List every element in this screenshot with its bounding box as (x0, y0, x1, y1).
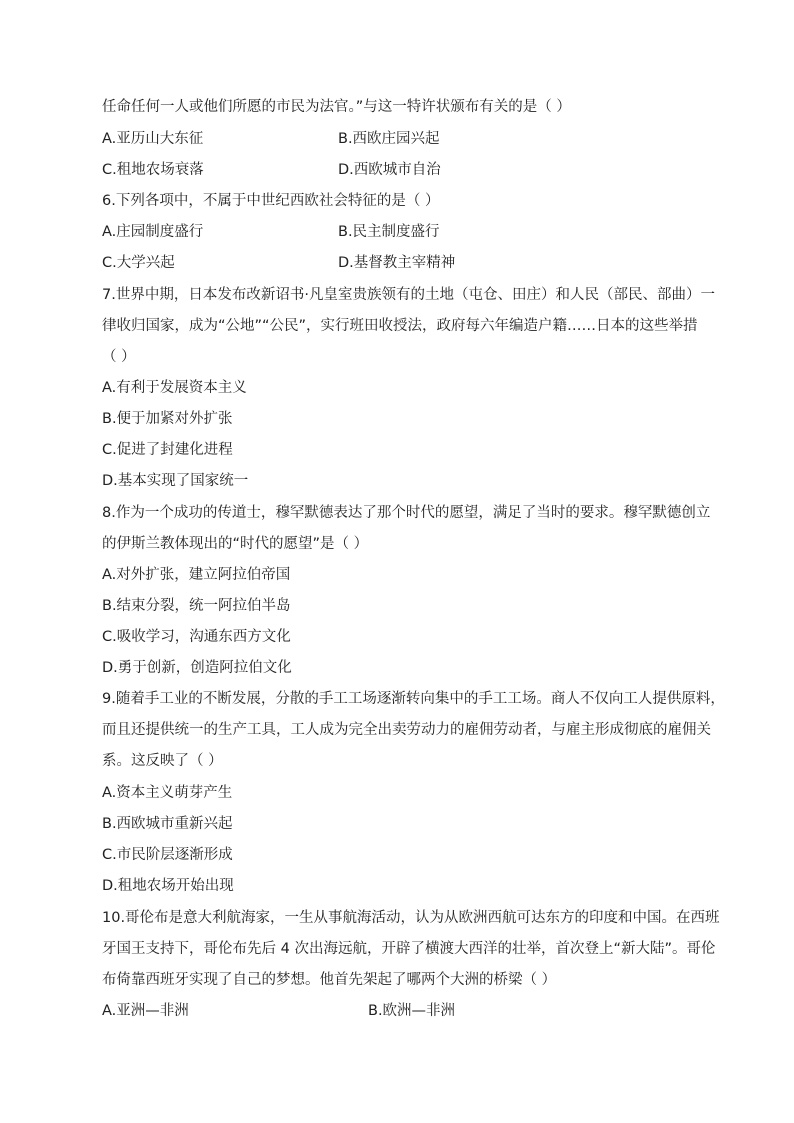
q9-option-d: D.租地农场开始出现 (102, 878, 234, 894)
q5-stem-tail: 任命任何一人或他们所愿的市民为法官。”与这一特许状颁布有关的是（ ） (102, 99, 571, 115)
q9-stem-line-3: 系。这反映了（ ） (102, 753, 223, 769)
q9-stem-line-2: 而且还提供统一的生产工具，工人成为完全出卖劳动力的雇佣劳动者，与雇主形成彻底的雇佣关 (102, 722, 711, 738)
q6-options-row-1 (102, 223, 702, 241)
q8-option-b: B.结束分裂，统一阿拉伯半岛 (102, 598, 291, 614)
q7-option-c: C.促进了封建化进程 (102, 442, 233, 458)
q8-option-d: D.勇于创新，创造阿拉伯文化 (102, 660, 292, 676)
q10-stem-line-1: 10.哥伦布是意大利航海家，一生从事航海活动，认为从欧洲西航可达东方的印度和中国。在西班 (102, 910, 720, 926)
q5-option-b: B.西欧庄园兴起 (338, 131, 440, 147)
q9-stem-line-1: 9.随着手工业的不断发展，分散的手工工场逐渐转向集中的手工工场。商人不仅向工人提供原料， (102, 691, 725, 707)
q7-stem-line-3: （ ） (102, 349, 136, 365)
q6-option-b: B.民主制度盛行 (338, 224, 440, 240)
q6-stem: 6.下列各项中，不属于中世纪西欧社会特征的是（ ） (102, 193, 440, 209)
q7-stem-line-1: 7.世界中期，日本发布改新诏书·凡皇室贵族领有的土地（屯仓、田庄）和人民（部民、部曲）一 (102, 287, 715, 303)
q9-option-a: A.资本主义萌芽产生 (102, 785, 233, 801)
q9-option-c: C.市民阶层逐渐形成 (102, 847, 233, 863)
q7-option-a: A.有利于发展资本主义 (102, 380, 247, 396)
q5-options-row-2 (102, 161, 702, 179)
q6-option-c: C.大学兴起 (102, 255, 175, 271)
q10-option-a: A.亚洲—非洲 (102, 1003, 189, 1019)
q10-stem-line-2: 牙国王支持下，哥伦布先后 4 次出海远航，开辟了横渡大西洋的壮举，首次登上“新大陆”。哥伦 (102, 941, 716, 957)
q7-option-b: B.便于加紧对外扩张 (102, 411, 233, 427)
q5-option-a: A.亚历山大东征 (102, 131, 204, 147)
q6-options-row-2 (102, 254, 702, 272)
q8-option-a: A.对外扩张，建立阿拉伯帝国 (102, 567, 291, 583)
q8-option-c: C.吸收学习，沟通东西方文化 (102, 629, 291, 645)
q8-stem-line-1: 8.作为一个成功的传道士，穆罕默德表达了那个时代的愿望，满足了当时的要求。穆罕默德创立 (102, 505, 711, 521)
q5-option-d: D.西欧城市自治 (338, 162, 441, 178)
q10-option-b: B.欧洲—非洲 (368, 1003, 456, 1019)
q8-stem-line-2: 的伊斯兰教体现出的“时代的愿望”是（ ） (102, 536, 369, 552)
q9-option-b: B.西欧城市重新兴起 (102, 816, 233, 832)
q7-option-d: D.基本实现了国家统一 (102, 473, 249, 489)
q6-option-d: D.基督教主宰精神 (338, 255, 456, 271)
q10-stem-line-3: 布倚靠西班牙实现了自己的梦想。他首先架起了哪两个大洲的桥梁（ ） (102, 972, 557, 988)
q5-option-c: C.租地农场衰落 (102, 162, 204, 178)
q5-options-row-1 (102, 130, 702, 148)
q6-option-a: A.庄园制度盛行 (102, 224, 204, 240)
q7-stem-line-2: 律收归国家，成为“公地”“公民”，实行班田收授法，政府每六年编造户籍……日本的这些举措 (102, 318, 698, 334)
q10-options-row-1 (102, 1002, 702, 1020)
